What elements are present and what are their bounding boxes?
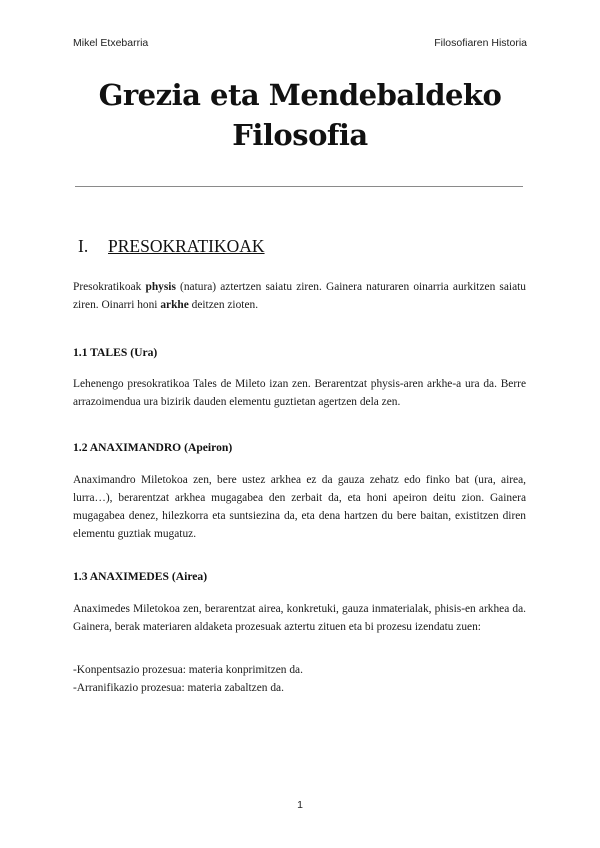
- title-divider: [75, 186, 523, 187]
- tales-paragraph: Lehenengo presokratikoa Tales de Mileto izan zen. Berarentzat physis-aren arkhe-a ura da. Berre arrazoimendua ura bizirik dauden elementu guztietan agertzen dela zen.: [73, 378, 526, 408]
- process-item-1: -Konpentsazio prozesua: materia konprimitzen da.: [73, 664, 303, 676]
- page-number: 1: [297, 799, 303, 811]
- title-line-2: Filosofia: [232, 118, 368, 152]
- anaximandro-paragraph: Anaximandro Miletokoa zen, bere ustez arkhea ez da gauza zehatz edo finko bat (ura, airea, lurra…), berarentzat arkhea mugagabea den zerbait da, eta honi apeiron deitu zion. Gainera mugagabea denez, hilezkorra eta suntsiezina da, eta dena hartzen du bere baitan, existitzen diren elementu guztiak mugatuz.: [73, 474, 526, 540]
- intro-term-arkhe: arkhe: [160, 299, 189, 311]
- intro-text-2: (natura) aztertzen saiatu ziren. Gainera naturaren oinarria aurkitzen saiatu ziren. Oinarri honi: [73, 281, 526, 311]
- header-author: Mikel Etxebarria: [73, 37, 149, 49]
- intro-text-3: deitzen zioten.: [188, 299, 259, 311]
- title-line-1: Grezia eta Mendebaldeko: [98, 78, 502, 112]
- tales-heading: 1.1 TALES (Ura): [73, 346, 158, 359]
- section-heading: [78, 236, 265, 257]
- intro-paragraph: [73, 278, 526, 314]
- header-course: Filosofiaren Historia: [434, 37, 527, 49]
- intro-text-1: Presokratikoak: [73, 281, 146, 293]
- anaximedes-heading: 1.3 ANAXIMEDES (Airea): [73, 570, 208, 583]
- intro-term-physis: physis: [145, 281, 176, 293]
- anaximandro-heading: 1.2 ANAXIMANDRO (Apeiron): [73, 441, 233, 454]
- anaximedes-paragraph: Anaximedes Miletokoa zen, berarentzat airea, konkretuki, gauza inmaterialak, phisis-en arkhea da. Gainera, berak materiaren aldaketa prozesuak aztertu zituen eta bi prozesu izendatu zuen:: [73, 603, 526, 633]
- section-number: I.: [78, 236, 89, 256]
- section-title: PRESOKRATIKOAK: [108, 236, 265, 256]
- document-title: [60, 75, 540, 155]
- process-item-2: -Arranifikazio prozesua: materia zabaltzen da.: [73, 682, 284, 694]
